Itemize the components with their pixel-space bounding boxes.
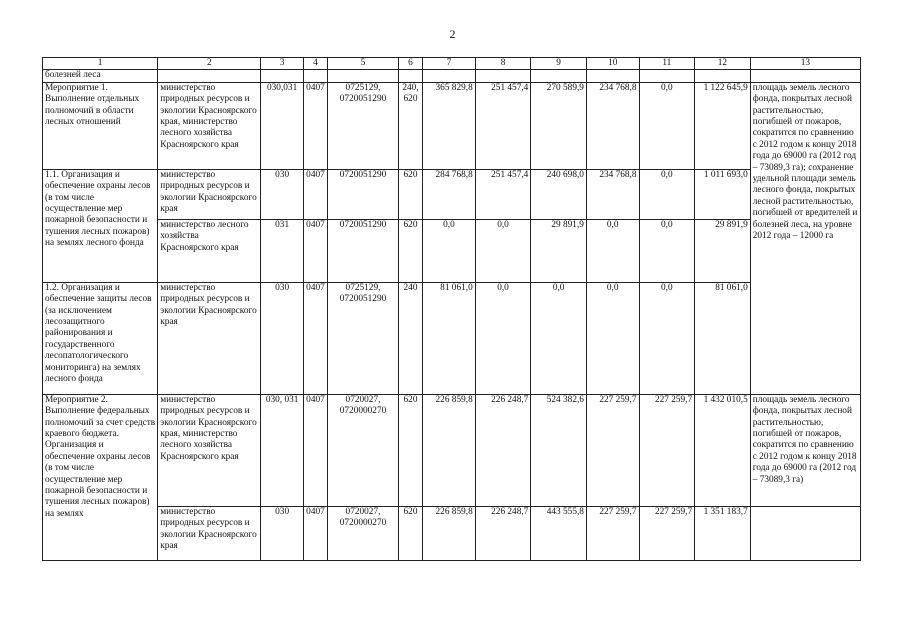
value-2017: 234 768,8: [586, 82, 639, 169]
expected-result-empty: [750, 506, 860, 560]
column-number: 4: [303, 58, 327, 70]
value-2017: 227 259,7: [586, 506, 639, 560]
grbs-code: 030: [261, 169, 303, 219]
section-label: болезней леса: [43, 70, 158, 82]
value-2015: 251 457,4: [475, 82, 531, 169]
rzpr-code: 0407: [303, 282, 327, 394]
value-total: 1 351 183,7: [695, 506, 751, 560]
value-2014: 0,0: [423, 219, 476, 282]
value-2016: 240 698,0: [531, 169, 587, 219]
grbs-code: 030: [261, 282, 303, 394]
value-2015: 251 457,4: [475, 169, 531, 219]
vr-code: 240, 620: [398, 82, 422, 169]
responsible-org: министерство природных ресурсов и экологии Красноярского края, министерство лесного хозяйства Красноярского края: [158, 82, 261, 169]
csr-code: 0720051290: [328, 219, 399, 282]
column-number: 3: [261, 58, 303, 70]
value-2018: 227 259,7: [639, 394, 695, 506]
column-number: 7: [423, 58, 476, 70]
value-2015: 0,0: [475, 282, 531, 394]
value-total: 1 122 645,9: [695, 82, 751, 169]
responsible-org: министерство природных ресурсов и экологии Красноярского края: [158, 282, 261, 394]
value-2015: 226 248,7: [475, 506, 531, 560]
csr-code: 0720027, 0720000270: [328, 506, 399, 560]
vr-code: 620: [398, 506, 422, 560]
column-number: 9: [531, 58, 587, 70]
table-row: [43, 169, 861, 219]
column-number: 2: [158, 58, 261, 70]
value-2016: 29 891,9: [531, 219, 587, 282]
column-number: 5: [328, 58, 399, 70]
csr-code: 0725129, 0720051290: [328, 282, 399, 394]
column-number: 11: [639, 58, 695, 70]
table-row: [43, 82, 861, 169]
value-2017: 234 768,8: [586, 169, 639, 219]
table-row: [43, 282, 861, 394]
expected-result: площадь земель лесного фонда, покрытых лесной растительностью, погибшей от пожаров, сократится по сравнению с 2012 годом к концу 2018 года до 69000 га (2012 год – 73089,3 га); сохранение удельной площади земель лесного фонда, покрытых лесной растительностью, погибшей от вредителей и болезней леса, на уровне 2012 года – 12000 га: [750, 82, 860, 394]
table-row: [43, 219, 861, 282]
activity-title: 1.2. Организация и обеспечение защиты лесов (за исключением лесозащитного районирования и государственного лесопатологического мониторинга) на землях лесного фонда: [43, 282, 158, 394]
activity-title: 1.1. Организация и обеспечение охраны лесов (в том числе осуществление мер пожарной безопасности и тушения лесных пожаров) на землях лесного фонда: [43, 169, 158, 282]
value-2017: 0,0: [586, 219, 639, 282]
value-2015: 226 248,7: [475, 394, 531, 506]
value-2016: 524 382,6: [531, 394, 587, 506]
grbs-code: 030, 031: [261, 394, 303, 506]
value-2016: 0,0: [531, 282, 587, 394]
vr-code: 620: [398, 169, 422, 219]
vr-code: 240: [398, 282, 422, 394]
activity-title: Мероприятие 2. Выполнение федеральных полномочий за счет средств краевого бюджета. Организация и обеспечение охраны лесов (в том числе осуществление мер пожарной безопасности и тушения лесных пожаров) на землях: [43, 394, 158, 560]
rzpr-code: 0407: [303, 506, 327, 560]
value-2018: 0,0: [639, 169, 695, 219]
value-total: 29 891,9: [695, 219, 751, 282]
column-number: 10: [586, 58, 639, 70]
csr-code: 0725129, 0720051290: [328, 82, 399, 169]
section-continuation-row: [43, 70, 861, 82]
responsible-org: министерство природных ресурсов и экологии Красноярского края: [158, 169, 261, 219]
grbs-code: 031: [261, 219, 303, 282]
rzpr-code: 0407: [303, 219, 327, 282]
value-2015: 0,0: [475, 219, 531, 282]
column-number: 6: [398, 58, 422, 70]
responsible-org: министерство лесного хозяйства Красноярского края: [158, 219, 261, 282]
page-number: 2: [449, 27, 456, 41]
expected-result: площадь земель лесного фонда, покрытых лесной растительностью, погибшей от пожаров, сократится по сравнению с 2012 годом к концу 2018 года до 69000 га (2012 год – 73089,3 га): [750, 394, 860, 506]
value-2018: 0,0: [639, 219, 695, 282]
program-activities-table: [42, 57, 861, 561]
grbs-code: 030,031: [261, 82, 303, 169]
column-number: 1: [43, 58, 158, 70]
value-2018: 227 259,7: [639, 506, 695, 560]
value-total: 81 061,0: [695, 282, 751, 394]
value-2014: 226 859,8: [423, 506, 476, 560]
value-2014: 284 768,8: [423, 169, 476, 219]
responsible-org: министерство природных ресурсов и экологии Красноярского края, министерство лесного хозяйства Красноярского края: [158, 394, 261, 506]
value-total: 1 432 010,5: [695, 394, 751, 506]
column-number: 8: [475, 58, 531, 70]
vr-code: 620: [398, 394, 422, 506]
grbs-code: 030: [261, 506, 303, 560]
responsible-org: министерство природных ресурсов и экологии Красноярского края: [158, 506, 261, 560]
rzpr-code: 0407: [303, 82, 327, 169]
rzpr-code: 0407: [303, 169, 327, 219]
activity-title: Мероприятие 1. Выполнение отдельных полномочий в области лесных отношений: [43, 82, 158, 169]
vr-code: 620: [398, 219, 422, 282]
value-2016: 270 589,9: [531, 82, 587, 169]
table-row: [43, 506, 861, 560]
value-2014: 81 061,0: [423, 282, 476, 394]
value-2014: 226 859,8: [423, 394, 476, 506]
table-row: [43, 394, 861, 506]
value-2016: 443 555,8: [531, 506, 587, 560]
value-total: 1 011 693,0: [695, 169, 751, 219]
value-2018: 0,0: [639, 82, 695, 169]
csr-code: 0720051290: [328, 169, 399, 219]
csr-code: 0720027, 0720000270: [328, 394, 399, 506]
value-2014: 365 829,8: [423, 82, 476, 169]
column-number: 13: [750, 58, 860, 70]
column-number: 12: [695, 58, 751, 70]
value-2018: 0,0: [639, 282, 695, 394]
value-2017: 0,0: [586, 282, 639, 394]
rzpr-code: 0407: [303, 394, 327, 506]
value-2017: 227 259,7: [586, 394, 639, 506]
column-number-row: [43, 58, 861, 70]
